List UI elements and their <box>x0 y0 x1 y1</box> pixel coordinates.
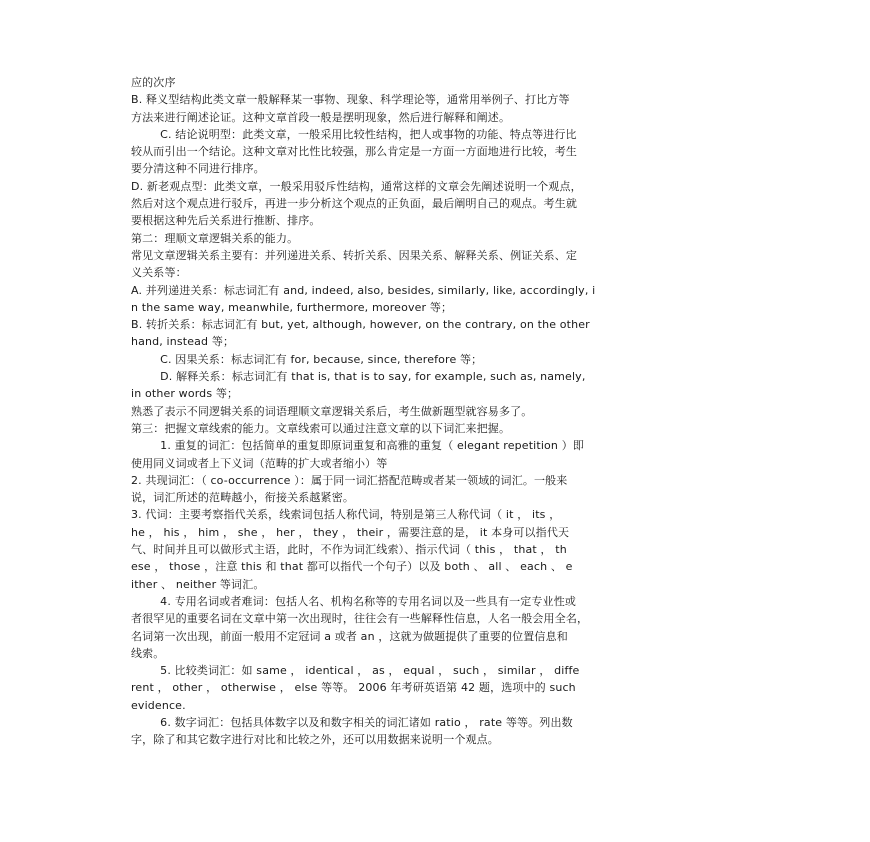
text-line: 3. 代词：主要考察指代关系，线索词包括人称代词，特别是第三人称代词（ it ， its ， <box>131 508 561 522</box>
text-line: 气、时间并且可以做形式主语，此时，不作为词汇线索）、指示代词（ this ， that ， th <box>131 543 567 557</box>
text-line: n the same way, meanwhile, furthermore, moreover 等； <box>131 300 453 314</box>
text-line: 4. 专用名词或者难词：包括人名、机构名称等的专用名词以及一些具有一定专业性或 <box>131 594 577 608</box>
text-line: 名词第一次出现，前面一般用不定冠词 a 或者 an ，这就为做题提供了重要的位置信息和 <box>131 629 568 643</box>
text-line: D. 新老观点型：此类文章，一般采用驳斥性结构，通常这样的文章会先阐述说明一个观点， <box>131 179 582 193</box>
text-line: 说，词汇所述的范畴越小，衔接关系越紧密。 <box>131 491 354 505</box>
text-line: 较从而引出一个结论。这种文章对比性比较强，那么肯定是一方面一方面地进行比较，考生 <box>131 145 577 159</box>
text-line: 使用同义词或者上下义词（范畴的扩大或者缩小）等 <box>131 456 388 470</box>
text-line: 字，除了和其它数字进行对比和比较之外，还可以用数据来说明一个观点。 <box>131 733 499 747</box>
text-line: ese ， those ，注意 this 和 that 都可以指代一个句子）以及 both 、 all 、 each 、 e <box>131 560 573 574</box>
text-line: 第三：把握文章线索的能力。文章线索可以通过注意文章的以下词汇来把握。 <box>131 421 511 435</box>
text-line: he ， his ， him ， she ， her ， they ， their ，需要注意的是， it 本身可以指代天 <box>131 525 570 539</box>
text-line: D. 解释关系：标志词汇有 that is, that is to say, for example, such as, namely, <box>131 370 586 384</box>
text-line: 然后对这个观点进行驳斥，再进一步分析这个观点的正负面，最后阐明自己的观点。考生就 <box>131 197 577 211</box>
text-line: 方法来进行阐述论证。这种文章首段一般是摆明现象，然后进行解释和阐述。 <box>131 110 511 124</box>
text-line: evidence. <box>131 698 186 712</box>
text-line: 熟悉了表示不同逻辑关系的词语理顺文章逻辑关系后，考生做新题型就容易多了。 <box>131 404 533 418</box>
text-line: ither 、 neither 等词汇。 <box>131 577 265 591</box>
text-line: 要分清这种不同进行排序。 <box>131 162 265 176</box>
text-line: B. 释义型结构此类文章一般解释某一事物、现象、科学理论等，通常用举例子、打比方等 <box>131 93 570 107</box>
document-body <box>131 74 741 749</box>
text-line: 线索。 <box>131 646 165 660</box>
text-line: C. 因果关系：标志词汇有 for, because, since, therefore 等； <box>131 352 483 366</box>
text-line: 者很罕见的重要名词在文章中第一次出现时，往往会有一些解释性信息，人名一般会用全名， <box>131 612 589 626</box>
text-line: 应的次序 <box>131 76 176 89</box>
text-line: rent ， other ， otherwise ， else 等等。 2006 年考研英语第 42 题，选项中的 such <box>131 681 576 695</box>
text-line: A. 并列递进关系：标志词汇有 and, indeed, also, besides, similarly, like, accordingly, i <box>131 283 596 297</box>
text-line: 2. 共现词汇：（ co-occurrence ）：属于同一词汇搭配范畴或者某一领域的词汇。一般来 <box>131 473 568 487</box>
text-line: 要根据这种先后关系进行推断、排序。 <box>131 214 321 228</box>
text-line: in other words 等； <box>131 387 239 401</box>
text-line: 6. 数字词汇：包括具体数字以及和数字相关的词汇诸如 ratio ， rate 等等。列出数 <box>131 715 573 729</box>
text-line: 5. 比较类词汇：如 same ， identical ， as ， equal ， such ， similar ， diffe <box>131 664 580 678</box>
text-line: C. 结论说明型：此类文章，一般采用比较性结构，把人或事物的功能、特点等进行比 <box>131 127 577 141</box>
text-line: 义关系等： <box>131 266 187 280</box>
text-line: 常见文章逻辑关系主要有：并列递进关系、转折关系、因果关系、解释关系、例证关系、定 <box>131 248 577 262</box>
text-line: B. 转折关系：标志词汇有 but, yet, although, however, on the contrary, on the other <box>131 318 590 332</box>
text-line: 第二：理顺文章逻辑关系的能力。 <box>131 231 299 245</box>
text-line: 1. 重复的词汇：包括简单的重复即原词重复和高雅的重复（ elegant repetition ）即 <box>131 439 584 453</box>
text-line: hand, instead 等； <box>131 335 235 349</box>
